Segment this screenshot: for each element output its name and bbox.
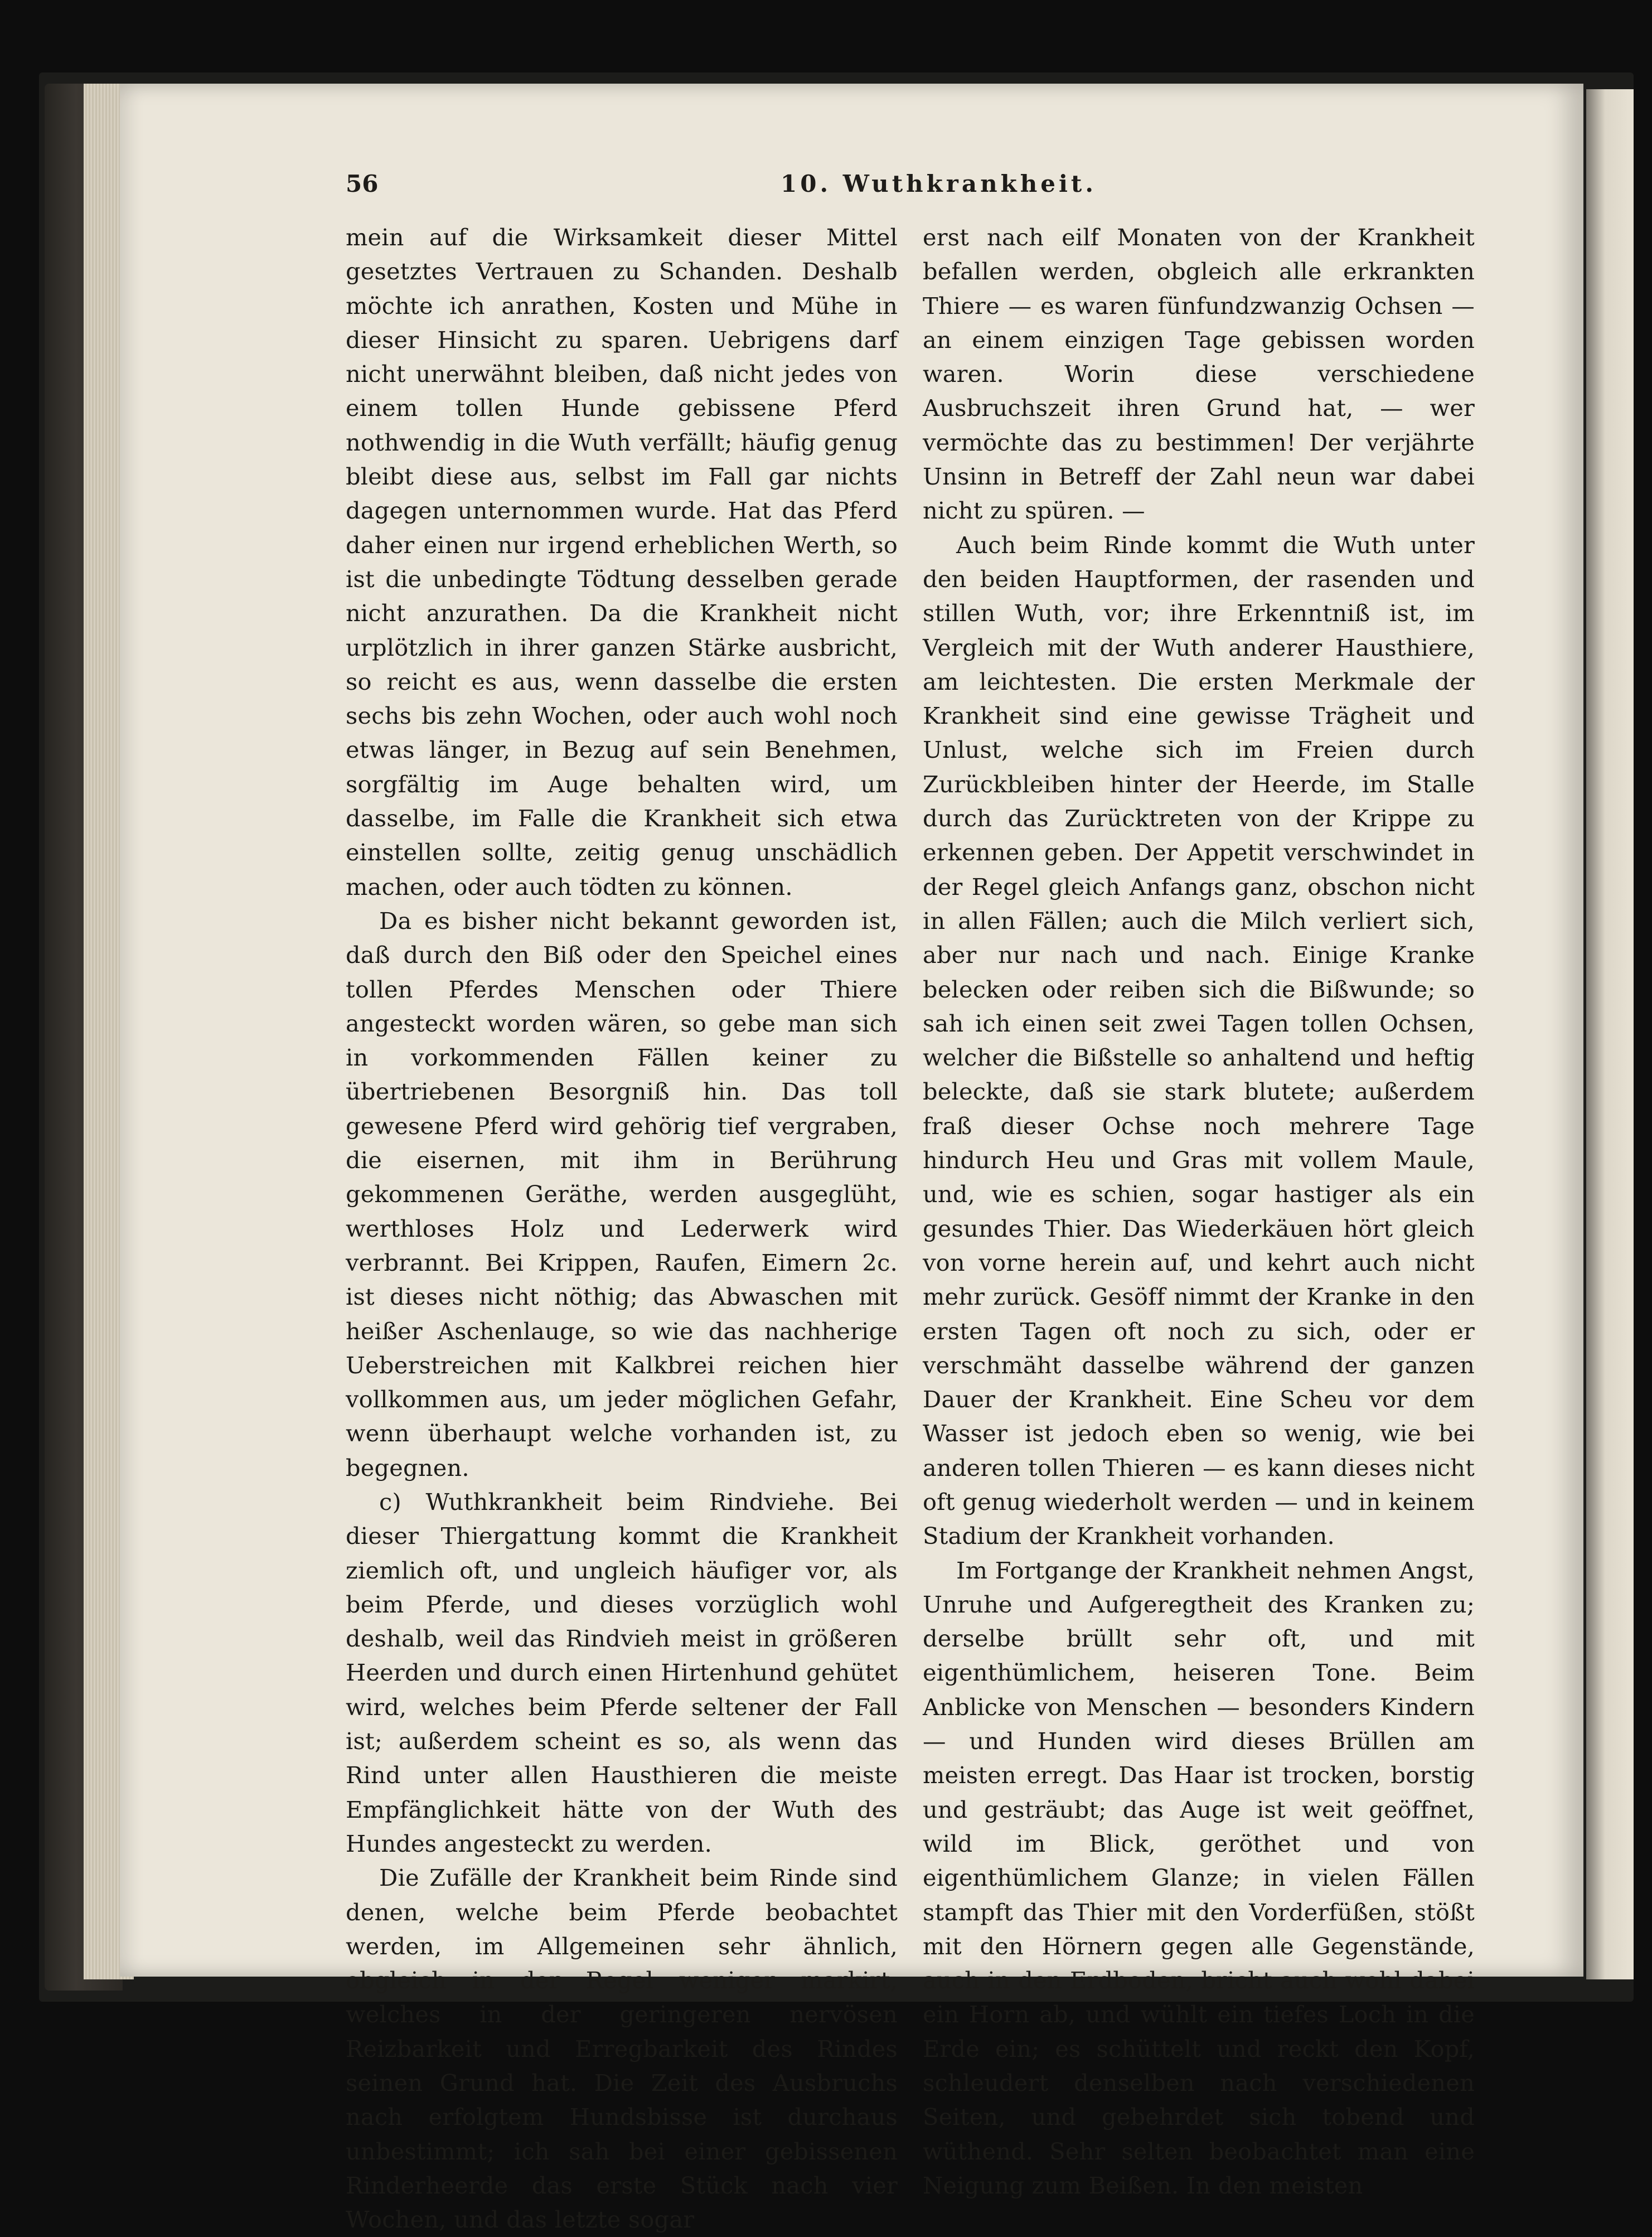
paragraph: Da es bisher nicht bekannt geworden ist, daß durch den Biß oder den Speichel eines tollen Pferdes Menschen oder Thiere angesteckt worden wären, so gebe man sich in vorkommenden Fällen keiner zu übertriebenen Besorgniß hin. Das toll gewesene Pferd wird gehörig tief vergraben, die eisernen, mit ihm in Berührung gekommenen Geräthe, werden ausgeglüht, werthloses Holz und Lederwerk wird verbrannt. Bei Krippen, Raufen, Eimern 2c. ist dieses nicht nöthig; das Abwaschen mit heißer Aschenlauge, so wie das nachherige Ueberstreichen mit Kalkbrei reichen hier vollkommen aus, um jeder möglichen Gefahr, wenn überhaupt welche vorhanden ist, zu begegnen.: [346, 907, 898, 1481]
page-header: [346, 170, 1489, 204]
paragraph: Auch beim Rinde kommt die Wuth unter den beiden Hauptformen, der rasenden und stillen Wuth, vor; ihre Erkenntniß ist, im Vergleich mit der Wuth anderer Hausthiere, am leichtesten. Die ersten Merkmale der Krankheit sind eine gewisse Trägheit und Unlust, welche sich im Freien durch Zurückbleiben hinter der Heerde, im Stalle durch das Zurücktreten von der Krippe zu erkennen geben. Der Appetit verschwindet in der Regel gleich Anfangs ganz, obschon nicht in allen Fällen; auch die Milch verliert sich, aber nur nach und nach. Einige Kranke belecken oder reiben sich die Bißwunde; so sah ich einen seit zwei Tagen tollen Ochsen, welcher die Bißstelle so anhaltend und heftig beleckte, daß sie stark blutete; außerdem fraß dieser Ochse noch mehrere Tage hindurch Heu und Gras mit vollem Maule, und, wie es schien, sogar hastiger als ein gesundes Thier. Das Wiederkäuen hört gleich von vorne herein auf, und kehrt auch nicht mehr zurück. Gesöff nimmt der Kranke in den ersten Tagen oft noch zu sich, oder er verschmäht dasselbe während der ganzen Dauer der Krankheit. Eine Scheu vor dem Wasser ist jedoch eben so wenig, wie bei anderen tollen Thieren — es kann dieses nicht oft genug wiederholt werden — und in keinem Stadium der Krankheit vorhanden.: [923, 531, 1475, 1550]
page-number: 56: [346, 170, 379, 197]
paragraph: Die Zufälle der Krankheit beim Rinde sind denen, welche beim Pferde beobachtet werden, im Allgemeinen sehr ähnlich, obgleich in der Regel weniger markirt, welches in der geringeren nervösen Reizbarkeit und Erregbarkeit des Rindes seinen Grund hat. Die Zeit des Ausbruchs nach erfolgtem Hundsbisse ist durchaus unbestimmt; ich sah bei einer gebissenen Rinderheerde das erste Stück nach vier Wochen, und das letzte sogar: [346, 1864, 898, 2234]
text-column-left: [346, 220, 898, 2237]
paragraph: erst nach eilf Monaten von der Krankheit befallen werden, obgleich alle erkrankten Thiere — es waren fünfundzwanzig Ochsen — an einem einzigen Tage gebissen worden waren. Worin diese verschiedene Ausbruchszeit ihren Grund hat, — wer vermöchte das zu bestimmen! Der verjährte Unsinn in Betreff der Zahl neun war dabei nicht zu spüren. —: [923, 224, 1475, 525]
paragraph: mein auf die Wirksamkeit dieser Mittel gesetztes Vertrauen zu Schanden. Deshalb möchte ich anrathen, Kosten und Mühe in dieser Hinsicht zu sparen. Uebrigens darf nicht unerwähnt bleiben, daß nicht jedes von einem tollen Hunde gebissene Pferd nothwendig in die Wuth verfällt; häufig genug bleibt diese aus, selbst im Fall gar nichts dagegen unternommen wurde. Hat das Pferd daher einen nur irgend erheblichen Werth, so ist die unbedingte Tödtung desselben gerade nicht anzurathen. Da die Krankheit nicht urplötzlich in ihrer ganzen Stärke ausbricht, so reicht es aus, wenn dasselbe die ersten sechs bis zehn Wochen, oder auch wohl noch etwas länger, in Bezug auf sein Benehmen, sorgfältig im Auge behalten wird, um dasselbe, im Falle die Krankheit sich etwa einstellen sollte, zeitig genug unschädlich machen, oder auch tödten zu können.: [346, 224, 898, 900]
text-column-right: [923, 220, 1475, 2202]
running-title: 10. Wuthkrankheit.: [781, 170, 1097, 197]
paragraph: c) Wuthkrankheit beim Rindviehe. Bei dieser Thiergattung kommt die Krankheit ziemlich oft, und ungleich häufiger vor, als beim Pferde, und dieses vorzüglich wohl deshalb, weil das Rindvieh meist in größeren Heerden und durch einen Hirtenhund gehütet wird, welches beim Pferde seltener der Fall ist; außerdem scheint es so, als wenn das Rind unter allen Hausthieren die meiste Empfänglichkeit hätte von der Wuth des Hundes angesteckt zu werden.: [346, 1488, 898, 1857]
facing-page-edge: [1586, 89, 1634, 1979]
paragraph: Im Fortgange der Krankheit nehmen Angst, Unruhe und Aufgeregtheit des Kranken zu; derselbe brüllt sehr oft, und mit eigenthümlichem, heiseren Tone. Beim Anblicke von Menschen — besonders Kindern — und Hunden wird dieses Brüllen am meisten erregt. Das Haar ist trocken, borstig und gesträubt; das Auge ist weit geöffnet, wild im Blick, geröthet und von eigenthümlichem Glanze; in vielen Fällen stampft das Thier mit den Vorderfüßen, stößt mit den Hörnern gegen alle Gegenstände, auch in den Erdboden, bricht auch wohl dabei ein Horn ab, und wühlt ein tiefes Loch in die Erde ein; es schüttelt und reckt den Kopf, schleudert denselben nach verschiedenen Seiten, und gebehrdet sich tobend und wüthend. Sehr selten beobachtet man eine Neigung zum Beißen. In den meisten: [923, 1556, 1475, 2199]
